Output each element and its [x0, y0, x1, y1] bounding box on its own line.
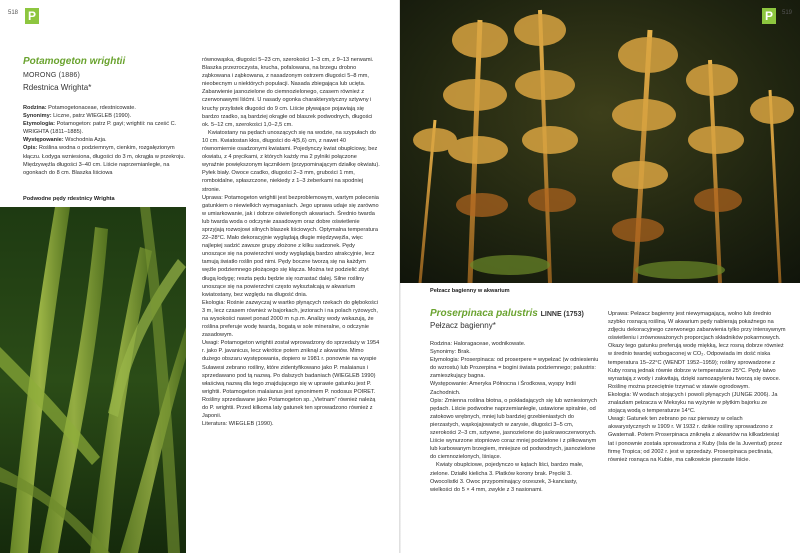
paragraph: Kwiaty obupłciowe, pojedynczo w kątach liści, bardzo małe, zielone. Działki kielicha 3. Płatków korony brak. Pręciki 3. Owocolistki 3. Owoc przypominający orzeszek, 3-kanciasty, wielkości do 5 × 4 mm, zwykle z 3 nasionami.	[430, 462, 584, 493]
paragraph: Uprawa: Potamogeton wrightii jest bezproblemowym, wartym polecenia gatunkiem o niewielkich wymaganiach. Jego uprawa udaje się zarówno w umiarkowanie, jak i dobrze oświetlonych akwariach. Średnio twarda lub twarda woda o odczynie zasadowym oraz dobre oświetlenie sprzyjają rozwojowi silnych blaszek liściowych. Optymalna temperatura 22–28°C. Mało dekoracyjnie wyglądają długie międzywęźla, więc najlepiej sadzić zawsze grupy złożone z kilku sadzonek. Pędy unoszące się na powierzchni wody wyglądają bardzo atrakcyjnie, lecz tamują światło roślin pod nimi. Pędy boczne tworzą się na każdym węźle podziemnego płożącego się kłącza. Można też podzielić zbyt długą łodygę; reszta pędu będzie się rozrastać dalej. Silne rośliny unoszące się na powierzchni często wykształcają w akwarium kwiatostany, bez względu na długość dnia.	[202, 194, 379, 298]
field-label: Rodzina:	[23, 105, 47, 111]
field-value: Liczne, patrz WIEGLEB (1990).	[51, 113, 132, 120]
species-name: Potamogeton wrightii	[23, 56, 126, 67]
field-label: Etymologia:	[23, 121, 56, 128]
field-value: Roślina wodna o podziemnym, cienkim, rozgałęzionym kłączu. Łodyga wzniesiona, długości do 3 m, okrągła w przekroju. Międzywęźla długości 3–40 cm. Liście naprzemianległe, na ogonkach do 8 cm. Blaszka liściowa	[23, 145, 185, 176]
proserpinaca-photo	[400, 0, 800, 283]
field-value: Potamogetonaceae, rdestnicowate.	[46, 105, 136, 111]
paragraph: Ekologia: W wodach stojących i powoli płynących (JUNGE 2006). Ja znalazłam pełzacza w Meksyku na wyżynie w płytkim bajorku ze stojącą wodą o temperaturze 14°C.	[608, 391, 778, 415]
species-name: Proserpinaca palustris	[430, 308, 538, 319]
species-author: LINNE (1753)	[540, 311, 584, 318]
field-label: Występowanie:	[23, 137, 64, 144]
potamogeton-photo	[0, 207, 186, 553]
right-page	[400, 0, 800, 553]
field-value: Wschodnia Azja.	[63, 137, 107, 144]
paragraph: Uwagi: Gatunek ten zebrano po raz pierwszy w celach akwarystycznych w 1909 r. W 1932 r. dzikie rośliny sprowadzono z Gwatemali. Potem Proserpinaca zniknęła z akwariów na kilkadziesiąt lat i ponownie została sprowadzona z Kuby (Isla de la Juventud) przez firmę Tropica; od 2002 r. jest w sprzedaży. Proserpinaca pectinata, również rosnąca na Kubie, ma całkowicie pierzaste liście.	[608, 416, 783, 463]
paragraph: Ekologia: Rośnie zazwyczaj w wartko płynących rzekach do głębokości 3 m, lecz czasem również w bajorkach, jeziorach i na polach ryżowych, na wysokości nawet ponad 2000 m n.p.m. Analizy wody wskazują, że roślina preferuje wodę twardą, bogatą w sole mineralne, o odczynie zasadowym.	[202, 299, 378, 339]
photo-caption: Podwodne pędy rdestnicy Wrighta	[23, 196, 115, 202]
paragraph: Uwagi: Potamogeton wrightii został wprowadzony do sprzedaży w 1954 r. jako P. javanicus, lecz wkrótce potem zniknął z akwariów. Mimo dużego obszaru występowania, dopiero w 1981 r. ponownie na wyspie Sulawesi zebrano rośliny, które zidentyfikowano jako P. malaianus i sprzedawano pod tą nazwą. Po dalszych badaniach (WIEGLEB 1990) właściwą nazwą dla tego znajdującego się w uprawie gatunku jest P. wrightii. Potamogeton malaianus jest synonimem P. nodosus POIRET. Rośliny sprzedawane jako Potamogeton sp. „Vietnam” również należą do P. wrightii. Przed kilkoma laty gatunek ten sprowadzono również z Japonii.	[202, 340, 380, 420]
paragraph: Uprawa: Pełzacz bagienny jest niewymagającą, wolno lub średnio szybko rosnącą rośliną. W akwarium pędy nabierają pokaźnego na zdjęciu dekoracyjnego czerwonego zabarwienia tylko przy intensywnym oświetleniu i zrównoważonych proporcjach składników pokarmowych. Okazy tego gatunku preferują wodę miękką, lecz rosną dobrze również w średnio twardej wzbogaconej w CO₂. Odpowiada im dość niska temperatura 15–22°C (WENDT 1952–1959); rośliny sprowadzone z Kuby rosną jednak równie dobrze w temperaturze 25°C. Pędy łatwo wyrastają z wody i zakwitają, dzięki samozapyleniu tworzą się owoce. Roślinę można przeciętnie trzymać w stawie ogrodowym.	[608, 311, 786, 390]
paragraph: Występowanie: Ameryka Północna i Środkowa, wyspy Indii Zachodnich.	[430, 381, 576, 396]
field-label: Synonimy:	[23, 113, 52, 120]
common-name: Pełzacz bagienny*	[430, 321, 496, 330]
field-label: Opis:	[23, 145, 38, 152]
text-column-1	[430, 340, 600, 494]
paragraph: równowąska, długości 5–23 cm, szerokości 1–3 cm, z 9–13 nerwami. Blaszka przezroczysta, krucha, pofalowana, na brzegu drobno ząbkowana i ząbkowana, z nasadzonym ostrzem długości 5–8 mm, nieobecnym u niektórych populacji. Nasada zbiegająca lub ucięta. Zabarwienie jasnozielone do ciemnozielonego, czasem również z czerwonawymi liśćmi. U nasady ogonka charakterystyczny sztywny i kruchy przylistek długości do 9 cm. Liście pływające pojawiają się bardzo rzadko, są bardziej okrągłe od blaszek podwodnych, długości ok. 5–12 cm, szerokości 1,0–2,5 cm.	[202, 57, 374, 128]
paragraph: Kwiatostany na pędach unoszących się na wodzie, na szypułach do 10 cm. Kwiatostan kłos, długości do 4(5,6) cm, z nawet 40 równomiernie osadzonymi kwiatami. Pojedynczy kwiat obupłciowy, bez okwiatu, z 4 pręcikami, z których każdy ma 2 pylniki połączone wyraźnie powiększonym łącznikiem (przypominającym działkę okwiatu). Pyłek biały. Owoce czadko, długości 2–3 mm, grubości 1 mm, romboidalne, spłaszczone, niekiedy z 1–3 żeberkami na spodniej stronie.	[202, 129, 380, 193]
field-value: Potamogeton: patrz P. gayi; wrightii: na cześć C. WRIGHTA (1811–1885).	[23, 121, 177, 136]
species-header	[23, 56, 185, 98]
paragraph: Literatura: WIEGLEB (1990).	[202, 421, 274, 428]
page-number: 519	[781, 10, 792, 16]
section-letter-tab: P	[25, 8, 39, 24]
paragraph: Synonimy: Brak.	[430, 349, 471, 356]
species-author: MORONG (1886)	[23, 72, 81, 79]
paragraph: Rodzina: Haloragaceae, wodnikowate.	[430, 341, 526, 347]
photo-caption: Pełzacz bagienny w akwarium	[430, 288, 510, 294]
section-letter-tab: P	[762, 8, 776, 24]
species-title-line	[430, 308, 600, 319]
paragraph: Etymologia: Proserpinaca: od proserpere = wypełzać (w odniesieniu do wzrostu) lub Prozerpina = bogini świata podziemnego; palustris: zamieszkujący bagna.	[430, 357, 599, 380]
text-column-2	[608, 310, 786, 464]
page-number: 518	[8, 10, 19, 16]
text-column-2	[202, 56, 380, 428]
paragraph: Opis: Zmienna roślina błotna, o pokładających się lub wzniesionych pędach. Liście podwodne naprzemianległe, ustawione spiralnie, od zatokowo wrębnych, mniej lub bardziej grzebieniastych do pierzastych, wąskojajowatych w zarysie, długości 3–5 cm, szerokości 2–3 cm, sztywne, jasnozielone do jaskrawoczerwonych. Liście wynurzone stopniowo coraz mniej podzielone i z piłkowanym lub karbowanym brzegiem, mniejsze od podwodnych, jasnozielone do ciemnozielonych, lśniące.	[430, 397, 597, 461]
common-name: Rdestnica Wrighta*	[23, 83, 92, 92]
species-fields	[23, 104, 185, 177]
species-header	[430, 308, 600, 336]
